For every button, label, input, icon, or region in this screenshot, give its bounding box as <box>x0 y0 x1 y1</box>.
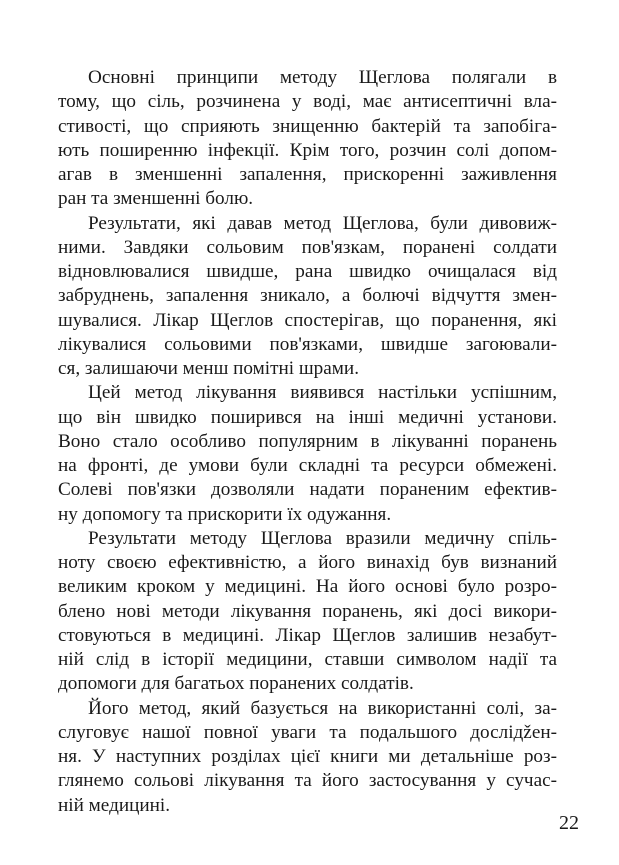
paragraph-5-line-5: ній медицині. <box>58 794 171 816</box>
paragraph-5-line-3: ня. У наступних розділах цієї книги ми детальніше роз- <box>58 746 557 767</box>
body-text <box>58 66 557 818</box>
paragraph-5-line-2: слуговує нашої повної уваги та подальшого дослідžен- <box>58 721 557 743</box>
paragraph-1-line-4: ють поширенню інфекції. Крім того, розчин солі допом- <box>58 139 557 161</box>
paragraph-3-line-2: що він швидко поширився на інші медичні установи. <box>58 406 557 428</box>
paragraph-3-line-5: Солеві пов'язки дозволяли надати пораненим ефектив- <box>58 479 557 501</box>
paragraph-4-line-7: допомоги для багатьох поранених солдатів. <box>58 673 414 695</box>
paragraph-5-line-4: глянемо сольові лікування та його застосування у сучас- <box>58 770 557 792</box>
paragraph-1-line-6: ран та зменшенні болю. <box>58 188 254 210</box>
paragraph-3-line-4: на фронті, де умови були складні та ресурси обмежені. <box>58 455 557 476</box>
paragraph-5-line-1: Його метод, який базується на використанні солі, за- <box>88 697 557 719</box>
paragraph-2-line-6: лікувалися сольовими пов'язками, швидше загоювали- <box>58 333 557 355</box>
paragraph-4-line-6: ній слід в історії медицини, ставши символом надії та <box>58 649 557 670</box>
paragraph-1-line-3: стивості, що сприяють знищенню бактерій та запобіга- <box>58 115 557 137</box>
paragraph-4-line-2: ноту своєю ефективністю, а його винахід був визнаний <box>58 552 557 573</box>
paragraph-3-line-1: Цей метод лікування виявився настільки успішним, <box>88 382 557 404</box>
paragraph-3-line-3: Воно стало особливо популярним в лікуванні поранень <box>58 430 557 452</box>
paragraph-1-line-5: агав в зменшенні запалення, прискоренні заживлення <box>58 164 557 185</box>
paragraph-1-line-2: тому, що сіль, розчинена у воді, має антисептичні вла- <box>58 91 557 113</box>
paragraph-4-line-4: блено нові методи лікування поранень, які досі викори- <box>58 600 557 622</box>
page-number: 22 <box>559 812 579 834</box>
paragraph-4-line-1: Результати методу Щеглова вразили медичну спіль- <box>88 527 557 549</box>
paragraph-1-line-1: Основні принципи методу Щеглова полягали в <box>88 67 557 88</box>
paragraph-2-line-4: забруднень, запалення зникало, а болючі відчуття змен- <box>58 285 557 307</box>
paragraph-3-line-6: ну допомогу та прискорити їх одужання. <box>58 503 392 525</box>
paragraph-2-line-2: ними. Завдяки сольовим пов'язкам, поранені солдати <box>58 236 557 258</box>
paragraph-2-line-5: шувалися. Лікар Щеглов спостерігав, що поранення, які <box>58 309 557 331</box>
paragraph-4-line-3: великим кроком у медицині. На його основі було розро- <box>58 576 557 598</box>
paragraph-2-line-3: відновлювалися швидше, рана швидко очищалася від <box>58 261 557 282</box>
paragraph-2-line-1: Результати, які давав метод Щеглова, були дивовиж- <box>88 212 557 234</box>
paragraph-2-line-7: ся, залишаючи менш помітні шрами. <box>58 358 359 379</box>
paragraph-4-line-5: стовуються в медицині. Лікар Щеглов залишив незабут- <box>58 624 557 646</box>
